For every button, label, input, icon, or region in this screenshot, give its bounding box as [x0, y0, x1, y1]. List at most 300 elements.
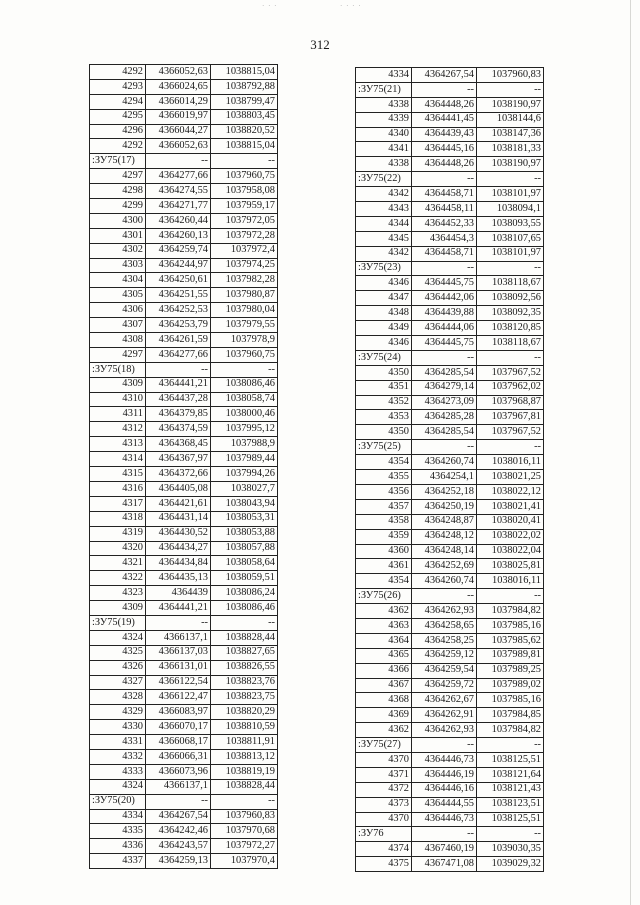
- point-number: 4336: [90, 839, 146, 854]
- point-number: 4344: [356, 216, 412, 231]
- table-row: [356, 470, 544, 485]
- y-coordinate: 1038121,64: [477, 767, 544, 782]
- y-coordinate: 1038181,33: [477, 142, 544, 157]
- x-coordinate: 4364437,28: [146, 392, 211, 407]
- x-coordinate: 4364446,19: [412, 767, 477, 782]
- y-coordinate: 1037970,68: [211, 824, 278, 839]
- y-coordinate: 1038020,41: [477, 514, 544, 529]
- table-row: [356, 291, 544, 306]
- x-coordinate: 4364448,26: [412, 157, 477, 172]
- table-row: [90, 690, 278, 705]
- point-number: 4297: [90, 347, 146, 362]
- y-coordinate: 1037988,9: [211, 437, 278, 452]
- point-number: 4306: [90, 303, 146, 318]
- x-coordinate: 4364458,11: [412, 202, 477, 217]
- x-coordinate: 4364251,55: [146, 288, 211, 303]
- y-coordinate: 1037967,81: [477, 410, 544, 425]
- point-number: 4318: [90, 511, 146, 526]
- y-coordinate: 1038118,67: [477, 276, 544, 291]
- table-row: [356, 574, 544, 589]
- x-coordinate: 4364445,75: [412, 336, 477, 351]
- point-number: 4359: [356, 529, 412, 544]
- table-row: [356, 336, 544, 351]
- y-coordinate: 1038827,65: [211, 645, 278, 660]
- y-coordinate: 1037972,27: [211, 839, 278, 854]
- table-row: [90, 630, 278, 645]
- table-row: [356, 276, 544, 291]
- y-coordinate: 1038125,51: [477, 812, 544, 827]
- point-number: 4294: [90, 94, 146, 109]
- y-coordinate: 1038021,41: [477, 499, 544, 514]
- y-value: --: [477, 738, 544, 753]
- y-coordinate: 1037994,26: [211, 467, 278, 482]
- point-number: 4333: [90, 764, 146, 779]
- table-row: [90, 94, 278, 109]
- x-coordinate: 4364439: [146, 586, 211, 601]
- point-number: 4332: [90, 749, 146, 764]
- point-number: 4354: [356, 455, 412, 470]
- table-row: [356, 425, 544, 440]
- point-number: 4324: [90, 630, 146, 645]
- section-label: :ЗУ75(22): [356, 172, 412, 187]
- x-coordinate: 4364253,79: [146, 318, 211, 333]
- section-label: :ЗУ75(19): [90, 615, 146, 630]
- coordinates-table-right: [355, 67, 544, 872]
- x-coordinate: 4364374,59: [146, 422, 211, 437]
- y-coordinate: 1038147,36: [477, 127, 544, 142]
- section-row: [356, 738, 544, 753]
- y-coordinate: 1037960,75: [211, 169, 278, 184]
- y-value: --: [477, 440, 544, 455]
- y-coordinate: 1037985,16: [477, 618, 544, 633]
- point-number: 4352: [356, 395, 412, 410]
- point-number: 4341: [356, 142, 412, 157]
- point-number: 4370: [356, 812, 412, 827]
- x-coordinate: 4366044,27: [146, 124, 211, 139]
- section-label: :ЗУ75(24): [356, 350, 412, 365]
- point-number: 4323: [90, 586, 146, 601]
- point-number: 4335: [90, 824, 146, 839]
- y-coordinate: 1038027,7: [211, 481, 278, 496]
- point-number: 4375: [356, 857, 412, 872]
- section-row: [356, 589, 544, 604]
- x-coordinate: 4364260,44: [146, 213, 211, 228]
- x-value: --: [146, 615, 211, 630]
- x-coordinate: 4364254,1: [412, 470, 477, 485]
- x-coordinate: 4364248,12: [412, 529, 477, 544]
- table-row: [356, 812, 544, 827]
- y-coordinate: 1038813,12: [211, 749, 278, 764]
- point-number: 4315: [90, 467, 146, 482]
- section-row: [356, 350, 544, 365]
- y-coordinate: 1038086,46: [211, 601, 278, 616]
- table-row: [356, 499, 544, 514]
- table-row: [90, 705, 278, 720]
- point-number: 4374: [356, 842, 412, 857]
- x-coordinate: 4364242,46: [146, 824, 211, 839]
- y-coordinate: 1038025,81: [477, 559, 544, 574]
- point-number: 4293: [90, 79, 146, 94]
- scan-edge: [630, 0, 631, 905]
- table-row: [90, 303, 278, 318]
- point-number: 4350: [356, 365, 412, 380]
- table-row: [90, 407, 278, 422]
- y-coordinate: 1038058,74: [211, 392, 278, 407]
- table-row: [356, 455, 544, 470]
- point-number: 4343: [356, 202, 412, 217]
- x-value: --: [412, 827, 477, 842]
- x-coordinate: 4364368,45: [146, 437, 211, 452]
- point-number: 4314: [90, 452, 146, 467]
- table-row: [356, 544, 544, 559]
- point-number: 4364: [356, 633, 412, 648]
- table-row: [90, 496, 278, 511]
- point-number: 4325: [90, 645, 146, 660]
- y-coordinate: 1038826,55: [211, 660, 278, 675]
- point-number: 4347: [356, 291, 412, 306]
- table-row: [90, 735, 278, 750]
- point-number: 4356: [356, 484, 412, 499]
- point-number: 4346: [356, 276, 412, 291]
- x-coordinate: 4364379,85: [146, 407, 211, 422]
- table-row: [356, 604, 544, 619]
- x-coordinate: 4364434,84: [146, 556, 211, 571]
- table-row: [356, 410, 544, 425]
- table-row: [90, 675, 278, 690]
- point-number: 4301: [90, 228, 146, 243]
- point-number: 4358: [356, 514, 412, 529]
- table-row: [90, 422, 278, 437]
- x-coordinate: 4364441,45: [412, 112, 477, 127]
- y-coordinate: 1038053,31: [211, 511, 278, 526]
- x-coordinate: 4364458,71: [412, 187, 477, 202]
- table-row: [356, 618, 544, 633]
- x-coordinate: 4366137,1: [146, 630, 211, 645]
- y-value: --: [477, 261, 544, 276]
- point-number: 4304: [90, 273, 146, 288]
- scan-artifact: · · · ·: [340, 2, 362, 10]
- table-row: [90, 139, 278, 154]
- x-coordinate: 4364252,69: [412, 559, 477, 574]
- table-row: [356, 797, 544, 812]
- point-number: 4338: [356, 157, 412, 172]
- point-number: 4373: [356, 797, 412, 812]
- y-coordinate: 1037995,12: [211, 422, 278, 437]
- y-coordinate: 1037980,04: [211, 303, 278, 318]
- x-coordinate: 4364431,14: [146, 511, 211, 526]
- table-row: [356, 246, 544, 261]
- x-coordinate: 4364441,21: [146, 601, 211, 616]
- section-label: :ЗУ75(18): [90, 362, 146, 377]
- section-label: :ЗУ75(27): [356, 738, 412, 753]
- point-number: 4363: [356, 618, 412, 633]
- x-coordinate: 4364285,28: [412, 410, 477, 425]
- x-coordinate: 4364258,65: [412, 618, 477, 633]
- y-coordinate: 1037959,17: [211, 199, 278, 214]
- y-coordinate: 1038799,47: [211, 94, 278, 109]
- x-value: --: [412, 261, 477, 276]
- x-coordinate: 4364446,73: [412, 752, 477, 767]
- y-coordinate: 1037989,81: [477, 648, 544, 663]
- point-number: 4302: [90, 243, 146, 258]
- table-row: [90, 288, 278, 303]
- section-row: [356, 172, 544, 187]
- x-coordinate: 4364262,93: [412, 604, 477, 619]
- point-number: 4355: [356, 470, 412, 485]
- table-row: [90, 65, 278, 80]
- table-row: [356, 752, 544, 767]
- x-coordinate: 4364267,54: [412, 68, 477, 83]
- page-number: 312: [310, 37, 330, 52]
- point-number: 4327: [90, 675, 146, 690]
- point-number: 4322: [90, 571, 146, 586]
- point-number: 4292: [90, 139, 146, 154]
- y-value: --: [477, 827, 544, 842]
- y-value: --: [477, 350, 544, 365]
- x-coordinate: 4364250,61: [146, 273, 211, 288]
- table-row: [90, 437, 278, 452]
- table-row: [90, 467, 278, 482]
- y-coordinate: 1037968,87: [477, 395, 544, 410]
- table-row: [356, 633, 544, 648]
- x-coordinate: 4366070,17: [146, 720, 211, 735]
- y-coordinate: 1037960,75: [211, 347, 278, 362]
- x-coordinate: 4364458,71: [412, 246, 477, 261]
- x-coordinate: 4364285,54: [412, 425, 477, 440]
- table-row: [90, 645, 278, 660]
- table-row: [90, 720, 278, 735]
- table-row: [356, 782, 544, 797]
- y-coordinate: 1038120,85: [477, 321, 544, 336]
- point-number: 4295: [90, 109, 146, 124]
- x-coordinate: 4364439,88: [412, 306, 477, 321]
- y-coordinate: 1037960,83: [211, 809, 278, 824]
- y-coordinate: 1037978,9: [211, 333, 278, 348]
- coordinates-table-left: [89, 64, 278, 869]
- table-row: [90, 586, 278, 601]
- point-number: 4296: [90, 124, 146, 139]
- y-coordinate: 1038828,44: [211, 630, 278, 645]
- y-coordinate: 1038000,46: [211, 407, 278, 422]
- y-value: --: [477, 82, 544, 97]
- point-number: 4360: [356, 544, 412, 559]
- table-row: [90, 764, 278, 779]
- x-coordinate: 4364445,75: [412, 276, 477, 291]
- x-coordinate: 4364259,74: [146, 243, 211, 258]
- point-number: 4313: [90, 437, 146, 452]
- table-row: [356, 216, 544, 231]
- y-coordinate: 1037985,16: [477, 693, 544, 708]
- y-coordinate: 1037970,4: [211, 854, 278, 869]
- x-coordinate: 4364262,67: [412, 693, 477, 708]
- y-coordinate: 1038092,35: [477, 306, 544, 321]
- y-coordinate: 1038815,04: [211, 65, 278, 80]
- x-coordinate: 4366068,17: [146, 735, 211, 750]
- section-label: :ЗУ75(26): [356, 589, 412, 604]
- y-coordinate: 1037967,52: [477, 365, 544, 380]
- y-coordinate: 1038092,56: [477, 291, 544, 306]
- y-coordinate: 1037967,52: [477, 425, 544, 440]
- table-row: [356, 97, 544, 112]
- table-row: [90, 109, 278, 124]
- x-value: --: [146, 362, 211, 377]
- x-coordinate: 4364252,53: [146, 303, 211, 318]
- table-row: [90, 228, 278, 243]
- y-coordinate: 1038815,04: [211, 139, 278, 154]
- y-coordinate: 1038823,75: [211, 690, 278, 705]
- x-coordinate: 4364274,55: [146, 184, 211, 199]
- y-value: --: [211, 154, 278, 169]
- section-row: [90, 615, 278, 630]
- x-coordinate: 4364439,43: [412, 127, 477, 142]
- x-coordinate: 4364250,19: [412, 499, 477, 514]
- table-row: [90, 169, 278, 184]
- point-number: 4351: [356, 380, 412, 395]
- point-number: 4316: [90, 481, 146, 496]
- x-coordinate: 4364273,09: [412, 395, 477, 410]
- y-value: --: [211, 362, 278, 377]
- y-value: --: [477, 589, 544, 604]
- table-row: [356, 127, 544, 142]
- table-row: [356, 693, 544, 708]
- y-coordinate: 1038820,29: [211, 705, 278, 720]
- point-number: 4300: [90, 213, 146, 228]
- y-coordinate: 1038125,51: [477, 752, 544, 767]
- section-label: :ЗУ75(23): [356, 261, 412, 276]
- table-row: [90, 199, 278, 214]
- y-coordinate: 1038107,65: [477, 231, 544, 246]
- point-number: 4367: [356, 678, 412, 693]
- x-coordinate: 4364452,33: [412, 216, 477, 231]
- x-value: --: [412, 172, 477, 187]
- point-number: 4312: [90, 422, 146, 437]
- point-number: 4331: [90, 735, 146, 750]
- scan-artifact: · · ·: [262, 2, 278, 10]
- y-coordinate: 1037989,25: [477, 663, 544, 678]
- point-number: 4334: [90, 809, 146, 824]
- point-number: 4334: [356, 68, 412, 83]
- x-coordinate: 4367471,08: [412, 857, 477, 872]
- y-coordinate: 1038057,88: [211, 541, 278, 556]
- y-coordinate: 1038043,94: [211, 496, 278, 511]
- x-coordinate: 4364259,72: [412, 678, 477, 693]
- y-coordinate: 1038101,97: [477, 246, 544, 261]
- y-coordinate: 1038016,11: [477, 574, 544, 589]
- y-value: --: [211, 615, 278, 630]
- y-coordinate: 1037989,44: [211, 452, 278, 467]
- section-row: [90, 362, 278, 377]
- table-row: [90, 541, 278, 556]
- y-coordinate: 1037960,83: [477, 68, 544, 83]
- x-coordinate: 4366122,47: [146, 690, 211, 705]
- table-row: [90, 124, 278, 139]
- y-coordinate: 1038811,91: [211, 735, 278, 750]
- y-coordinate: 1038022,12: [477, 484, 544, 499]
- point-number: 4350: [356, 425, 412, 440]
- x-coordinate: 4364367,97: [146, 452, 211, 467]
- table-row: [90, 601, 278, 616]
- table-row: [90, 824, 278, 839]
- table-row: [356, 142, 544, 157]
- y-coordinate: 1037980,87: [211, 288, 278, 303]
- x-coordinate: 4364262,91: [412, 708, 477, 723]
- y-coordinate: 1038190,97: [477, 97, 544, 112]
- y-coordinate: 1038828,44: [211, 779, 278, 794]
- x-value: --: [412, 738, 477, 753]
- table-row: [90, 839, 278, 854]
- x-value: --: [412, 82, 477, 97]
- table-row: [356, 231, 544, 246]
- y-coordinate: 1038086,46: [211, 377, 278, 392]
- section-row: [356, 440, 544, 455]
- y-coordinate: 1037972,28: [211, 228, 278, 243]
- y-coordinate: 1038820,52: [211, 124, 278, 139]
- x-coordinate: 4364446,73: [412, 812, 477, 827]
- table-row: [356, 663, 544, 678]
- y-coordinate: 1038792,88: [211, 79, 278, 94]
- x-coordinate: 4364445,16: [412, 142, 477, 157]
- table-row: [356, 306, 544, 321]
- y-coordinate: 1037972,05: [211, 213, 278, 228]
- x-coordinate: 4366052,63: [146, 65, 211, 80]
- table-row: [356, 842, 544, 857]
- point-number: 4346: [356, 336, 412, 351]
- x-coordinate: 4366137,1: [146, 779, 211, 794]
- table-row: [90, 481, 278, 496]
- point-number: 4339: [356, 112, 412, 127]
- table-row: [356, 202, 544, 217]
- table-row: [356, 529, 544, 544]
- x-coordinate: 4364260,74: [412, 455, 477, 470]
- y-coordinate: 1038823,76: [211, 675, 278, 690]
- x-coordinate: 4366019,97: [146, 109, 211, 124]
- x-coordinate: 4366073,96: [146, 764, 211, 779]
- y-coordinate: 1038803,45: [211, 109, 278, 124]
- x-coordinate: 4364454,3: [412, 231, 477, 246]
- table-row: [356, 157, 544, 172]
- y-coordinate: 1037982,28: [211, 273, 278, 288]
- table-row: [90, 809, 278, 824]
- point-number: 4329: [90, 705, 146, 720]
- section-label: :ЗУ76: [356, 827, 412, 842]
- x-coordinate: 4364243,57: [146, 839, 211, 854]
- x-coordinate: 4364285,54: [412, 365, 477, 380]
- x-coordinate: 4366066,31: [146, 749, 211, 764]
- point-number: 4370: [356, 752, 412, 767]
- x-coordinate: 4364444,55: [412, 797, 477, 812]
- point-number: 4324: [90, 779, 146, 794]
- point-number: 4340: [356, 127, 412, 142]
- point-number: 4303: [90, 258, 146, 273]
- y-coordinate: 1037984,85: [477, 708, 544, 723]
- x-coordinate: 4367460,19: [412, 842, 477, 857]
- x-coordinate: 4364258,25: [412, 633, 477, 648]
- point-number: 4319: [90, 526, 146, 541]
- table-row: [356, 187, 544, 202]
- point-number: 4342: [356, 187, 412, 202]
- point-number: 4305: [90, 288, 146, 303]
- point-number: 4345: [356, 231, 412, 246]
- table-row: [90, 79, 278, 94]
- y-value: --: [477, 172, 544, 187]
- x-coordinate: 4364421,61: [146, 496, 211, 511]
- point-number: 4337: [90, 854, 146, 869]
- x-coordinate: 4366052,63: [146, 139, 211, 154]
- point-number: 4298: [90, 184, 146, 199]
- y-coordinate: 1037979,55: [211, 318, 278, 333]
- table-row: [90, 749, 278, 764]
- y-coordinate: 1038118,67: [477, 336, 544, 351]
